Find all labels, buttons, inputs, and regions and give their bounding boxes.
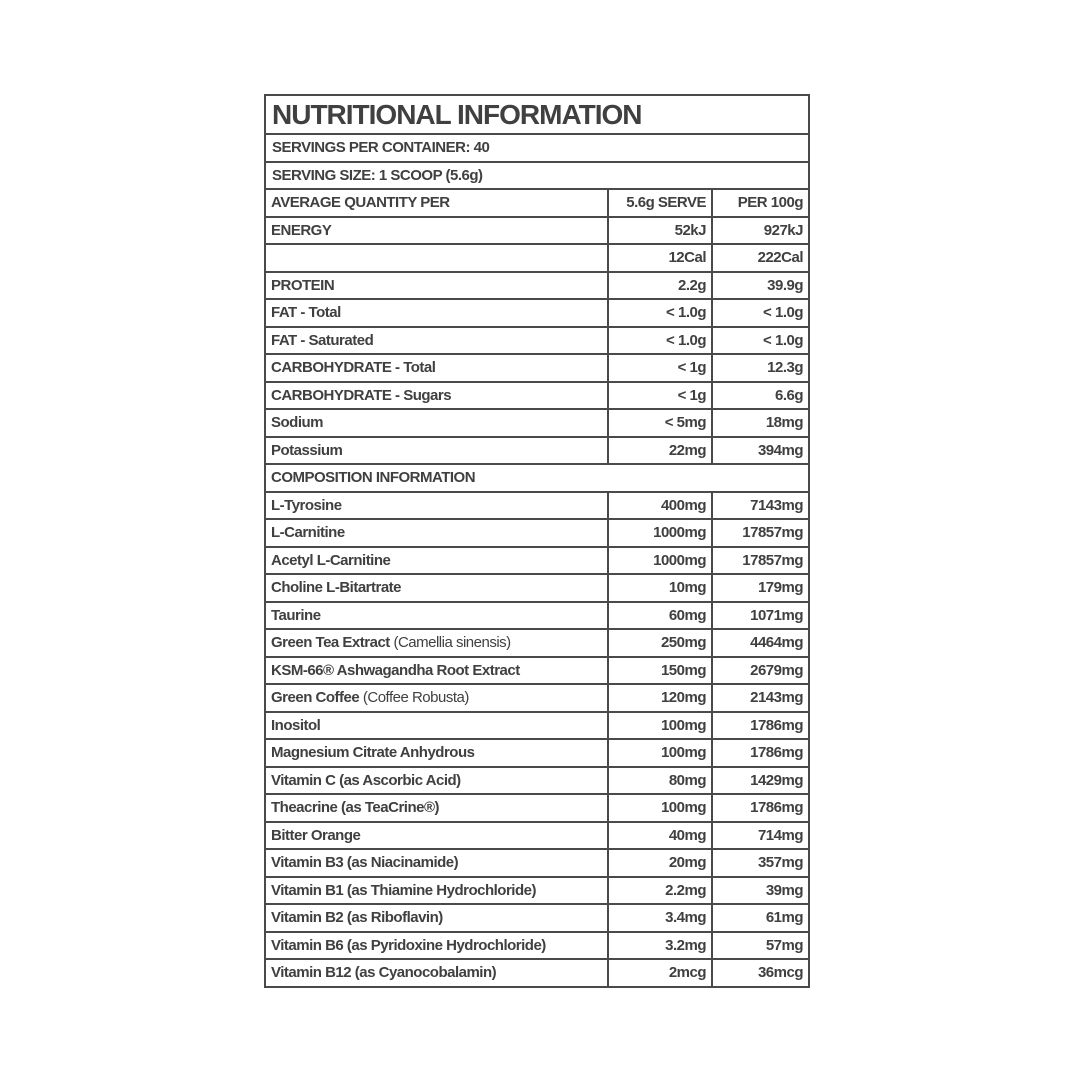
ingredient-name: Theacrine (as TeaCrine®) [271,799,439,817]
ingredient-name: Inositol [271,716,321,734]
ingredient-per100-value: 179mg [712,574,808,602]
ingredient-source-note: (Coffee Robusta) [362,689,469,707]
nutrient-per100-value: 222Cal [712,244,808,272]
nutrient-serve-value: 12Cal [608,244,712,272]
composition-row [266,629,808,657]
ingredient-per100-value: 61mg [712,904,808,932]
nutrition-row [266,437,808,465]
composition-row [266,657,808,685]
nutrient-label: Sodium [266,409,608,437]
nutrient-per100-value: 12.3g [712,354,808,382]
ingredient-name: Green Coffee [271,689,360,707]
ingredient-per100-value: 17857mg [712,519,808,547]
ingredient-per100-value: 17857mg [712,547,808,575]
nutrition-row [266,244,808,272]
ingredient-label [266,932,608,960]
header-serve: 5.6g SERVE [608,190,712,217]
ingredient-serve-value: 400mg [608,492,712,520]
ingredient-name: Vitamin B12 (as Cyanocobalamin) [271,964,497,982]
composition-row [266,684,808,712]
composition-row [266,822,808,850]
header-row [266,190,808,217]
nutrient-label: CARBOHYDRATE - Total [266,354,608,382]
nutrition-row [266,272,808,300]
ingredient-per100-value: 39mg [712,877,808,905]
ingredient-label [266,822,608,850]
ingredient-per100-value: 36mcg [712,959,808,986]
ingredient-serve-value: 150mg [608,657,712,685]
ingredient-name: KSM-66® Ashwagandha Root Extract [271,661,520,679]
ingredient-serve-value: 20mg [608,849,712,877]
ingredient-serve-value: 3.2mg [608,932,712,960]
ingredient-serve-value: 120mg [608,684,712,712]
ingredient-serve-value: 3.4mg [608,904,712,932]
nutrition-row [266,354,808,382]
ingredient-per100-value: 1071mg [712,602,808,630]
nutrient-label: ENERGY [266,217,608,245]
ingredient-serve-value: 80mg [608,767,712,795]
header-per100: PER 100g [712,190,808,217]
nutrient-serve-value: 22mg [608,437,712,465]
ingredient-serve-value: 40mg [608,822,712,850]
nutrient-per100-value: 6.6g [712,382,808,410]
ingredient-label [266,849,608,877]
nutrient-serve-value: < 5mg [608,409,712,437]
ingredient-label [266,684,608,712]
ingredient-per100-value: 7143mg [712,492,808,520]
ingredient-label [266,877,608,905]
ingredient-name: Vitamin B1 (as Thiamine Hydrochloride) [271,881,536,899]
ingredient-label [266,547,608,575]
ingredient-serve-value: 250mg [608,629,712,657]
composition-header: COMPOSITION INFORMATION [266,464,808,492]
ingredient-label [266,794,608,822]
nutrient-per100-value: < 1.0g [712,327,808,355]
ingredient-name: L-Tyrosine [271,496,342,514]
ingredient-serve-value: 10mg [608,574,712,602]
ingredient-serve-value: 100mg [608,712,712,740]
ingredient-label [266,602,608,630]
ingredient-label [266,767,608,795]
ingredient-name: Bitter Orange [271,826,361,844]
composition-row [266,904,808,932]
composition-row [266,712,808,740]
composition-row [266,959,808,986]
nutrition-row [266,409,808,437]
nutrient-label: PROTEIN [266,272,608,300]
ingredient-name: Vitamin B3 (as Niacinamide) [271,854,459,872]
nutrient-serve-value: < 1.0g [608,327,712,355]
ingredient-per100-value: 4464mg [712,629,808,657]
ingredient-per100-value: 1786mg [712,794,808,822]
ingredient-per100-value: 2143mg [712,684,808,712]
nutrition-row [266,382,808,410]
ingredient-serve-value: 100mg [608,794,712,822]
ingredient-name: L-Carnitine [271,524,345,542]
ingredient-per100-value: 714mg [712,822,808,850]
ingredient-label [266,492,608,520]
nutrition-row [266,299,808,327]
nutrient-per100-value: 394mg [712,437,808,465]
ingredient-per100-value: 1786mg [712,712,808,740]
nutrition-table [266,190,808,986]
nutrient-serve-value: 52kJ [608,217,712,245]
composition-row [266,932,808,960]
ingredient-per100-value: 57mg [712,932,808,960]
ingredient-per100-value: 1429mg [712,767,808,795]
nutrient-label [266,244,608,272]
composition-row [266,547,808,575]
nutrition-row [266,327,808,355]
panel-title: NUTRITIONAL INFORMATION [266,96,808,135]
ingredient-serve-value: 60mg [608,602,712,630]
ingredient-label [266,657,608,685]
nutrient-per100-value: 927kJ [712,217,808,245]
ingredient-name: Choline L-Bitartrate [271,579,402,597]
composition-row [266,767,808,795]
nutrient-serve-value: < 1g [608,382,712,410]
ingredient-label [266,574,608,602]
ingredient-serve-value: 1000mg [608,519,712,547]
ingredient-name: Taurine [271,606,321,624]
servings-per-container: SERVINGS PER CONTAINER: 40 [266,135,808,163]
ingredient-label [266,959,608,986]
ingredient-serve-value: 2mcg [608,959,712,986]
ingredient-per100-value: 2679mg [712,657,808,685]
ingredient-name: Green Tea Extract [271,634,390,652]
ingredient-label [266,519,608,547]
ingredient-name: Vitamin B2 (as Riboflavin) [271,909,443,927]
ingredient-label [266,629,608,657]
composition-row [266,574,808,602]
nutrient-label: FAT - Total [266,299,608,327]
ingredient-name: Vitamin B6 (as Pyridoxine Hydrochloride) [271,936,546,954]
ingredient-serve-value: 100mg [608,739,712,767]
nutrition-row [266,217,808,245]
ingredient-label [266,904,608,932]
ingredient-per100-value: 357mg [712,849,808,877]
ingredient-serve-value: 1000mg [608,547,712,575]
composition-row [266,602,808,630]
nutrient-label: FAT - Saturated [266,327,608,355]
nutrient-serve-value: < 1.0g [608,299,712,327]
ingredient-serve-value: 2.2mg [608,877,712,905]
nutrient-label: CARBOHYDRATE - Sugars [266,382,608,410]
header-label: AVERAGE QUANTITY PER [266,190,608,217]
composition-row [266,794,808,822]
nutrient-per100-value: 39.9g [712,272,808,300]
composition-row [266,739,808,767]
nutrient-per100-value: < 1.0g [712,299,808,327]
composition-row [266,492,808,520]
ingredient-source-note: (Camellia sinensis) [393,634,511,652]
ingredient-name: Acetyl L-Carnitine [271,551,391,569]
ingredient-per100-value: 1786mg [712,739,808,767]
composition-row [266,849,808,877]
composition-row [266,877,808,905]
composition-header-row [266,464,808,492]
nutrition-panel [264,94,810,988]
nutrient-label: Potassium [266,437,608,465]
nutrient-serve-value: 2.2g [608,272,712,300]
nutrient-per100-value: 18mg [712,409,808,437]
nutrient-serve-value: < 1g [608,354,712,382]
ingredient-name: Magnesium Citrate Anhydrous [271,744,475,762]
ingredient-label [266,712,608,740]
serving-size: SERVING SIZE: 1 SCOOP (5.6g) [266,163,808,191]
nutrition-table-body [266,190,808,986]
ingredient-name: Vitamin C (as Ascorbic Acid) [271,771,461,789]
composition-row [266,519,808,547]
ingredient-label [266,739,608,767]
